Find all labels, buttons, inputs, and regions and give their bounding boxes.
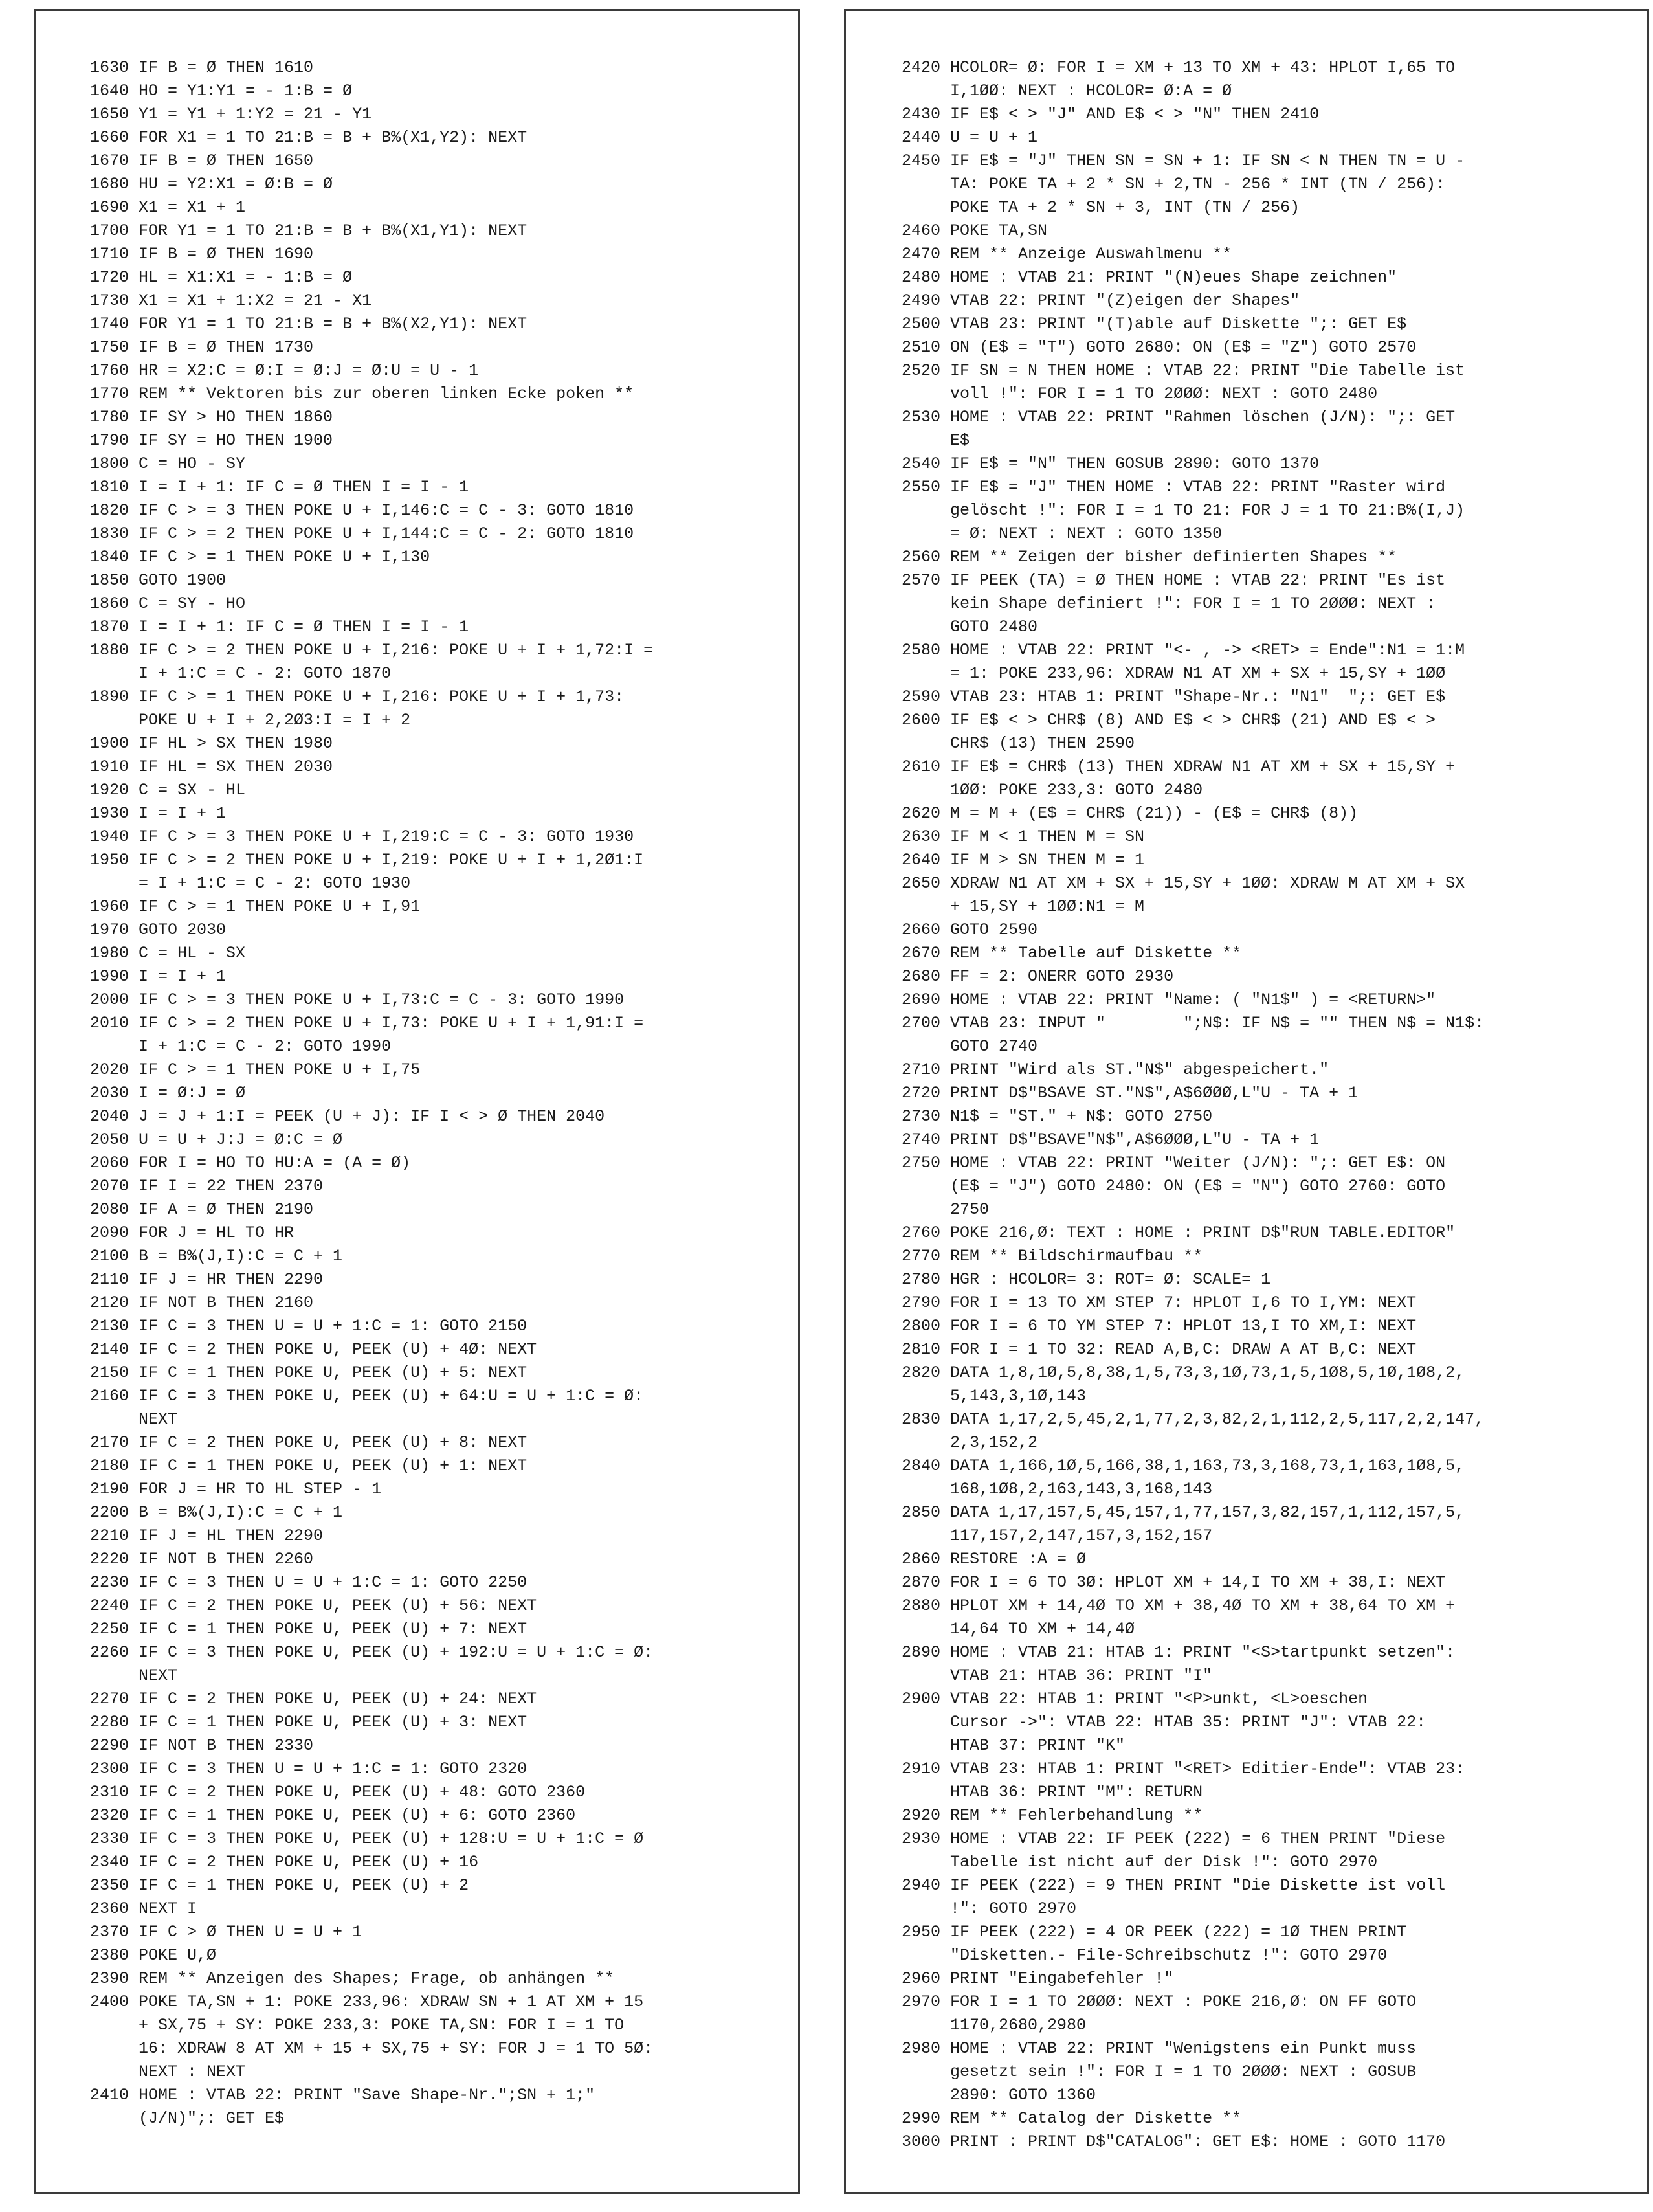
code-line: 2510 ON (E$ = "T") GOTO 2680: ON (E$ = "Z") GOTO 2570: [902, 338, 1417, 357]
code-line: 2160 IF C = 3 THEN POKE U, PEEK (U) + 64:U = U + 1:C = Ø:: [90, 1387, 644, 1405]
code-line: 2900 VTAB 22: HTAB 1: PRINT "<P>unkt, <L>oeschen: [902, 1690, 1368, 1708]
code-line: 1750 IF B = Ø THEN 1730: [90, 338, 314, 357]
code-line: 2040 J = J + 1:I = PEEK (U + J): IF I < > Ø THEN 2040: [90, 1107, 605, 1126]
code-line: 2890: GOTO 1360: [902, 2086, 1096, 2105]
code-line: 1660 FOR X1 = 1 TO 21:B = B + B%(X1,Y2): NEXT: [90, 128, 527, 147]
code-line: 2600 IF E$ < > CHR$ (8) AND E$ < > CHR$ (21) AND E$ < >: [902, 711, 1436, 730]
code-line: 117,157,2,147,157,3,152,157: [902, 1526, 1213, 1545]
code-line: 2100 B = B%(J,I):C = C + 1: [90, 1247, 343, 1266]
code-line: 1780 IF SY > HO THEN 1860: [90, 408, 333, 427]
code-line: TA: POKE TA + 2 * SN + 2,TN - 256 * INT (TN / 256):: [902, 175, 1446, 194]
code-line: 1870 I = I + 1: IF C = Ø THEN I = I - 1: [90, 618, 469, 636]
code-line: 2700 VTAB 23: INPUT " ";N$: IF N$ = "" THEN N$ = N1$:: [902, 1014, 1485, 1033]
code-line: 2470 REM ** Anzeige Auswahlmenu **: [902, 245, 1232, 263]
code-line: 2840 DATA 1,166,1Ø,5,166,38,1,163,73,3,168,73,1,163,1Ø8,5,: [902, 1457, 1465, 1475]
code-line: 2570 IF PEEK (TA) = Ø THEN HOME : VTAB 22: PRINT "Es ist: [902, 571, 1446, 590]
code-line: 14,64 TO XM + 14,4Ø: [902, 1620, 1135, 1638]
code-line: 2060 FOR I = HO TO HU:A = (A = Ø): [90, 1154, 411, 1172]
code-line: 2790 FOR I = 13 TO XM STEP 7: HPLOT I,6 TO I,YM: NEXT: [902, 1293, 1417, 1312]
code-line: 2450 IF E$ = "J" THEN SN = SN + 1: IF SN < N THEN TN = U -: [902, 151, 1465, 170]
right-code-listing: [902, 56, 1484, 2154]
code-line: 1910 IF HL = SX THEN 2030: [90, 757, 333, 776]
code-line: 1840 IF C > = 1 THEN POKE U + I,130: [90, 548, 430, 566]
code-line: 2720 PRINT D$"BSAVE ST."N$",A$6ØØØ,L"U - TA + 1: [902, 1084, 1359, 1102]
code-line: 2180 IF C = 1 THEN POKE U, PEEK (U) + 1: NEXT: [90, 1457, 527, 1475]
code-line: !": GOTO 2970: [902, 1899, 1077, 1918]
code-line: = Ø: NEXT : NEXT : GOTO 1350: [902, 524, 1223, 543]
code-line: E$: [902, 431, 970, 450]
code-line: 2010 IF C > = 2 THEN POKE U + I,73: POKE U + I + 1,91:I =: [90, 1014, 644, 1033]
code-line: + SX,75 + SY: POKE 233,3: POKE TA,SN: FOR I = 1 TO: [90, 2016, 625, 2035]
code-line: 2580 HOME : VTAB 22: PRINT "<- , -> <RET> = Ende":N1 = 1:M: [902, 641, 1465, 660]
code-line: 2590 VTAB 23: HTAB 1: PRINT "Shape-Nr.: "N1" ";: GET E$: [902, 687, 1446, 706]
code-line: 2960 PRINT "Eingabefehler !": [902, 1969, 1174, 1988]
code-line: 2400 POKE TA,SN + 1: POKE 233,96: XDRAW SN + 1 AT XM + 15: [90, 1993, 644, 2011]
code-line: 2630 IF M < 1 THEN M = SN: [902, 827, 1145, 846]
code-line: 1770 REM ** Vektoren bis zur oberen linken Ecke poken **: [90, 385, 634, 403]
code-line: 2660 GOTO 2590: [902, 921, 1038, 939]
code-line: 2090 FOR J = HL TO HR: [90, 1223, 294, 1242]
code-line: 2490 VTAB 22: PRINT "(Z)eigen der Shapes": [902, 291, 1300, 310]
code-line: 2430 IF E$ < > "J" AND E$ < > "N" THEN 2410: [902, 105, 1320, 124]
code-line: 2780 HGR : HCOLOR= 3: ROT= Ø: SCALE= 1: [902, 1270, 1271, 1289]
code-line: POKE U + I + 2,2Ø3:I = I + 2: [90, 711, 411, 730]
code-line: 2760 POKE 216,Ø: TEXT : HOME : PRINT D$"RUN TABLE.EDITOR": [902, 1223, 1456, 1242]
code-line: 2670 REM ** Tabelle auf Diskette **: [902, 944, 1242, 963]
code-line: 168,1Ø8,2,163,143,3,168,143: [902, 1480, 1213, 1499]
code-line: = 1: POKE 233,96: XDRAW N1 AT XM + SX + 15,SY + 1ØØ: [902, 664, 1446, 683]
code-line: 2610 IF E$ = CHR$ (13) THEN XDRAW N1 AT XM + SX + 15,SY +: [902, 757, 1456, 776]
code-line: 1710 IF B = Ø THEN 1690: [90, 245, 314, 263]
code-line: 2750 HOME : VTAB 22: PRINT "Weiter (J/N): ";: GET E$: ON: [902, 1154, 1446, 1172]
code-line: 16: XDRAW 8 AT XM + 15 + SX,75 + SY: FOR J = 1 TO 5Ø:: [90, 2039, 654, 2058]
code-line: 1820 IF C > = 3 THEN POKE U + I,146:C = C - 3: GOTO 1810: [90, 501, 634, 520]
code-line: 2680 FF = 2: ONERR GOTO 2930: [902, 967, 1174, 986]
code-line: + 15,SY + 1ØØ:N1 = M: [902, 897, 1145, 916]
code-line: 2850 DATA 1,17,157,5,45,157,1,77,157,3,82,157,1,112,157,5,: [902, 1503, 1465, 1522]
code-line: 2230 IF C = 3 THEN U = U + 1:C = 1: GOTO 2250: [90, 1573, 527, 1592]
code-line: I + 1:C = C - 2: GOTO 1870: [90, 664, 392, 683]
code-line: 2000 IF C > = 3 THEN POKE U + I,73:C = C - 3: GOTO 1990: [90, 990, 625, 1009]
code-line: 1800 C = HO - SY: [90, 454, 246, 473]
code-line: 2310 IF C = 2 THEN POKE U, PEEK (U) + 48: GOTO 2360: [90, 1783, 586, 1802]
code-line: HTAB 36: PRINT "M": RETURN: [902, 1783, 1203, 1802]
code-line: 2020 IF C > = 1 THEN POKE U + I,75: [90, 1060, 421, 1079]
code-line: 2270 IF C = 2 THEN POKE U, PEEK (U) + 24: NEXT: [90, 1690, 537, 1708]
code-line: 1890 IF C > = 1 THEN POKE U + I,216: POKE U + I + 1,73:: [90, 687, 625, 706]
code-line: 2200 B = B%(J,I):C = C + 1: [90, 1503, 343, 1522]
code-line: 3000 PRINT : PRINT D$"CATALOG": GET E$: HOME : GOTO 1170: [902, 2132, 1446, 2151]
code-line: 2710 PRINT "Wird als ST."N$" abgespeichert.": [902, 1060, 1329, 1079]
code-line: 2110 IF J = HR THEN 2290: [90, 1270, 324, 1289]
code-line: 2,3,152,2: [902, 1433, 1038, 1452]
code-line: 1650 Y1 = Y1 + 1:Y2 = 21 - Y1: [90, 105, 372, 124]
code-line: 1920 C = SX - HL: [90, 781, 246, 799]
code-line: (J/N)";: GET E$: [90, 2109, 285, 2128]
code-line: 1170,2680,2980: [902, 2016, 1087, 2035]
code-line: (E$ = "J") GOTO 2480: ON (E$ = "N") GOTO 2760: GOTO: [902, 1177, 1446, 1196]
code-line: 1ØØ: POKE 233,3: GOTO 2480: [902, 781, 1203, 799]
left-listing-panel: [34, 9, 800, 2194]
code-line: 1670 IF B = Ø THEN 1650: [90, 151, 314, 170]
code-line: 2410 HOME : VTAB 22: PRINT "Save Shape-Nr.";SN + 1;": [90, 2086, 595, 2105]
code-line: 1830 IF C > = 2 THEN POKE U + I,144:C = C - 2: GOTO 1810: [90, 524, 634, 543]
code-line: 2260 IF C = 3 THEN POKE U, PEEK (U) + 192:U = U + 1:C = Ø:: [90, 1643, 654, 1662]
code-line: GOTO 2480: [902, 618, 1038, 636]
code-line: 2360 NEXT I: [90, 1899, 197, 1918]
code-line: 2520 IF SN = N THEN HOME : VTAB 22: PRINT "Die Tabelle ist: [902, 361, 1465, 380]
code-line: 2540 IF E$ = "N" THEN GOSUB 2890: GOTO 1370: [902, 454, 1320, 473]
code-line: 1850 GOTO 1900: [90, 571, 227, 590]
code-line: 1700 FOR Y1 = 1 TO 21:B = B + B%(X1,Y1): NEXT: [90, 221, 527, 240]
code-line: = I + 1:C = C - 2: GOTO 1930: [90, 874, 411, 893]
code-line: 2280 IF C = 1 THEN POKE U, PEEK (U) + 3: NEXT: [90, 1713, 527, 1732]
code-line: 2930 HOME : VTAB 22: IF PEEK (222) = 6 THEN PRINT "Diese: [902, 1829, 1446, 1848]
code-line: 2210 IF J = HL THEN 2290: [90, 1526, 324, 1545]
code-line: 2980 HOME : VTAB 22: PRINT "Wenigstens ein Punkt muss: [902, 2039, 1417, 2058]
code-line: 2500 VTAB 23: PRINT "(T)able auf Diskette ";: GET E$: [902, 315, 1407, 333]
code-line: Tabelle ist nicht auf der Disk !": GOTO 2970: [902, 1853, 1378, 1871]
code-line: 2820 DATA 1,8,1Ø,5,8,38,1,5,73,3,1Ø,73,1,5,1Ø8,5,1Ø,1Ø8,2,: [902, 1363, 1465, 1382]
code-line: 1720 HL = X1:X1 = - 1:B = Ø: [90, 268, 353, 287]
code-line: 5,143,3,1Ø,143: [902, 1387, 1087, 1405]
left-code-listing: [90, 56, 653, 2130]
code-line: 2890 HOME : VTAB 21: HTAB 1: PRINT "<S>tartpunkt setzen":: [902, 1643, 1456, 1662]
code-line: 2860 RESTORE :A = Ø: [902, 1550, 1087, 1569]
code-line: 2940 IF PEEK (222) = 9 THEN PRINT "Die Diskette ist voll: [902, 1876, 1446, 1895]
code-line: 2750: [902, 1200, 990, 1219]
code-line: 2420 HCOLOR= Ø: FOR I = XM + 13 TO XM + 43: HPLOT I,65 TO: [902, 58, 1456, 77]
code-line: 1950 IF C > = 2 THEN POKE U + I,219: POKE U + I + 1,2Ø1:I: [90, 851, 644, 869]
code-line: 2330 IF C = 3 THEN POKE U, PEEK (U) + 128:U = U + 1:C = Ø: [90, 1829, 644, 1848]
code-line: 2290 IF NOT B THEN 2330: [90, 1736, 314, 1755]
code-line: 2340 IF C = 2 THEN POKE U, PEEK (U) + 16: [90, 1853, 479, 1871]
code-line: 1640 HO = Y1:Y1 = - 1:B = Ø: [90, 82, 353, 100]
code-line: 1990 I = I + 1: [90, 967, 227, 986]
code-line: kein Shape definiert !": FOR I = 1 TO 2ØØØ: NEXT :: [902, 594, 1436, 613]
code-line: 2560 REM ** Zeigen der bisher definierten Shapes **: [902, 548, 1397, 566]
code-line: 2250 IF C = 1 THEN POKE U, PEEK (U) + 7: NEXT: [90, 1620, 527, 1638]
code-line: NEXT: [90, 1410, 178, 1429]
code-line: 2300 IF C = 3 THEN U = U + 1:C = 1: GOTO 2320: [90, 1760, 527, 1778]
code-line: NEXT: [90, 1666, 178, 1685]
code-line: 2730 N1$ = "ST." + N$: GOTO 2750: [902, 1107, 1213, 1126]
code-line: 2950 IF PEEK (222) = 4 OR PEEK (222) = 1Ø THEN PRINT: [902, 1923, 1407, 1941]
code-line: 2460 POKE TA,SN: [902, 221, 1048, 240]
code-line: 2030 I = Ø:J = Ø: [90, 1084, 246, 1102]
code-line: 2880 HPLOT XM + 14,4Ø TO XM + 38,4Ø TO XM + 38,64 TO XM +: [902, 1596, 1456, 1615]
code-line: 1980 C = HL - SX: [90, 944, 246, 963]
code-line: 1740 FOR Y1 = 1 TO 21:B = B + B%(X2,Y1): NEXT: [90, 315, 527, 333]
code-line: 2440 U = U + 1: [902, 128, 1038, 147]
code-line: CHR$ (13) THEN 2590: [902, 734, 1135, 753]
code-line: 1790 IF SY = HO THEN 1900: [90, 431, 333, 450]
code-line: 2740 PRINT D$"BSAVE"N$",A$6ØØØ,L"U - TA + 1: [902, 1130, 1320, 1149]
code-line: 1760 HR = X2:C = Ø:I = Ø:J = Ø:U = U - 1: [90, 361, 479, 380]
code-line: 2240 IF C = 2 THEN POKE U, PEEK (U) + 56: NEXT: [90, 1596, 537, 1615]
code-line: 2190 FOR J = HR TO HL STEP - 1: [90, 1480, 382, 1499]
code-line: 2140 IF C = 2 THEN POKE U, PEEK (U) + 4Ø: NEXT: [90, 1340, 537, 1359]
code-line: 2870 FOR I = 6 TO 3Ø: HPLOT XM + 14,I TO XM + 38,I: NEXT: [902, 1573, 1446, 1592]
code-line: gelöscht !": FOR I = 1 TO 21: FOR J = 1 TO 21:B%(I,J): [902, 501, 1465, 520]
code-line: 2390 REM ** Anzeigen des Shapes; Frage, ob anhängen **: [90, 1969, 615, 1988]
code-line: 2050 U = U + J:J = Ø:C = Ø: [90, 1130, 343, 1149]
code-line: 1880 IF C > = 2 THEN POKE U + I,216: POKE U + I + 1,72:I =: [90, 641, 654, 660]
code-line: 1970 GOTO 2030: [90, 921, 227, 939]
code-line: 2910 VTAB 23: HTAB 1: PRINT "<RET> Editier-Ende": VTAB 23:: [902, 1760, 1465, 1778]
code-line: gesetzt sein !": FOR I = 1 TO 2ØØØ: NEXT : GOSUB: [902, 2062, 1417, 2081]
code-line: HTAB 37: PRINT "K": [902, 1736, 1126, 1755]
code-line: 2970 FOR I = 1 TO 2ØØØ: NEXT : POKE 216,Ø: ON FF GOTO: [902, 1993, 1417, 2011]
code-line: 1900 IF HL > SX THEN 1980: [90, 734, 333, 753]
code-line: 2830 DATA 1,17,2,5,45,2,1,77,2,3,82,2,1,112,2,5,117,2,2,147,: [902, 1410, 1485, 1429]
code-line: 1730 X1 = X1 + 1:X2 = 21 - X1: [90, 291, 372, 310]
code-line: 2810 FOR I = 1 TO 32: READ A,B,C: DRAW A AT B,C: NEXT: [902, 1340, 1417, 1359]
code-line: 2990 REM ** Catalog der Diskette **: [902, 2109, 1242, 2128]
code-line: 2920 REM ** Fehlerbehandlung **: [902, 1806, 1203, 1825]
code-line: 1860 C = SY - HO: [90, 594, 246, 613]
code-line: "Disketten.- File-Schreibschutz !": GOTO 2970: [902, 1946, 1388, 1965]
code-line: VTAB 21: HTAB 36: PRINT "I": [902, 1666, 1213, 1685]
code-line: voll !": FOR I = 1 TO 2ØØØ: NEXT : GOTO 2480: [902, 385, 1378, 403]
code-line: 1960 IF C > = 1 THEN POKE U + I,91: [90, 897, 421, 916]
code-line: 2530 HOME : VTAB 22: PRINT "Rahmen löschen (J/N): ";: GET: [902, 408, 1456, 427]
code-line: NEXT : NEXT: [90, 2062, 246, 2081]
code-line: 1630 IF B = Ø THEN 1610: [90, 58, 314, 77]
code-line: 2370 IF C > Ø THEN U = U + 1: [90, 1923, 362, 1941]
code-line: I,1ØØ: NEXT : HCOLOR= Ø:A = Ø: [902, 82, 1232, 100]
code-line: 2220 IF NOT B THEN 2260: [90, 1550, 314, 1569]
code-line: 2550 IF E$ = "J" THEN HOME : VTAB 22: PRINT "Raster wird: [902, 478, 1446, 497]
code-line: 2320 IF C = 1 THEN POKE U, PEEK (U) + 6: GOTO 2360: [90, 1806, 576, 1825]
code-line: 2130 IF C = 3 THEN U = U + 1:C = 1: GOTO 2150: [90, 1317, 527, 1335]
right-listing-panel: [844, 9, 1649, 2194]
code-line: 2800 FOR I = 6 TO YM STEP 7: HPLOT 13,I TO XM,I: NEXT: [902, 1317, 1417, 1335]
code-line: 2690 HOME : VTAB 22: PRINT "Name: ( "N1$" ) = <RETURN>": [902, 990, 1436, 1009]
code-line: 1680 HU = Y2:X1 = Ø:B = Ø: [90, 175, 333, 194]
code-line: 1930 I = I + 1: [90, 804, 227, 823]
code-line: 2480 HOME : VTAB 21: PRINT "(N)eues Shape zeichnen": [902, 268, 1397, 287]
code-line: 1940 IF C > = 3 THEN POKE U + I,219:C = C - 3: GOTO 1930: [90, 827, 634, 846]
code-line: 2170 IF C = 2 THEN POKE U, PEEK (U) + 8: NEXT: [90, 1433, 527, 1452]
code-line: 1810 I = I + 1: IF C = Ø THEN I = I - 1: [90, 478, 469, 497]
code-line: 2640 IF M > SN THEN M = 1: [902, 851, 1145, 869]
code-line: GOTO 2740: [902, 1037, 1038, 1056]
code-line: 2070 IF I = 22 THEN 2370: [90, 1177, 324, 1196]
code-line: I + 1:C = C - 2: GOTO 1990: [90, 1037, 392, 1056]
code-line: 1690 X1 = X1 + 1: [90, 198, 246, 217]
code-line: POKE TA + 2 * SN + 3, INT (TN / 256): [902, 198, 1300, 217]
code-line: 2120 IF NOT B THEN 2160: [90, 1293, 314, 1312]
code-line: 2620 M = M + (E$ = CHR$ (21)) - (E$ = CHR$ (8)): [902, 804, 1359, 823]
code-line: Cursor ->": VTAB 22: HTAB 35: PRINT "J": VTAB 22:: [902, 1713, 1426, 1732]
code-line: 2150 IF C = 1 THEN POKE U, PEEK (U) + 5: NEXT: [90, 1363, 527, 1382]
code-line: 2080 IF A = Ø THEN 2190: [90, 1200, 314, 1219]
code-line: 2350 IF C = 1 THEN POKE U, PEEK (U) + 2: [90, 1876, 469, 1895]
code-line: 2380 POKE U,Ø: [90, 1946, 217, 1965]
code-line: 2650 XDRAW N1 AT XM + SX + 15,SY + 1ØØ: XDRAW M AT XM + SX: [902, 874, 1465, 893]
code-line: 2770 REM ** Bildschirmaufbau **: [902, 1247, 1203, 1266]
